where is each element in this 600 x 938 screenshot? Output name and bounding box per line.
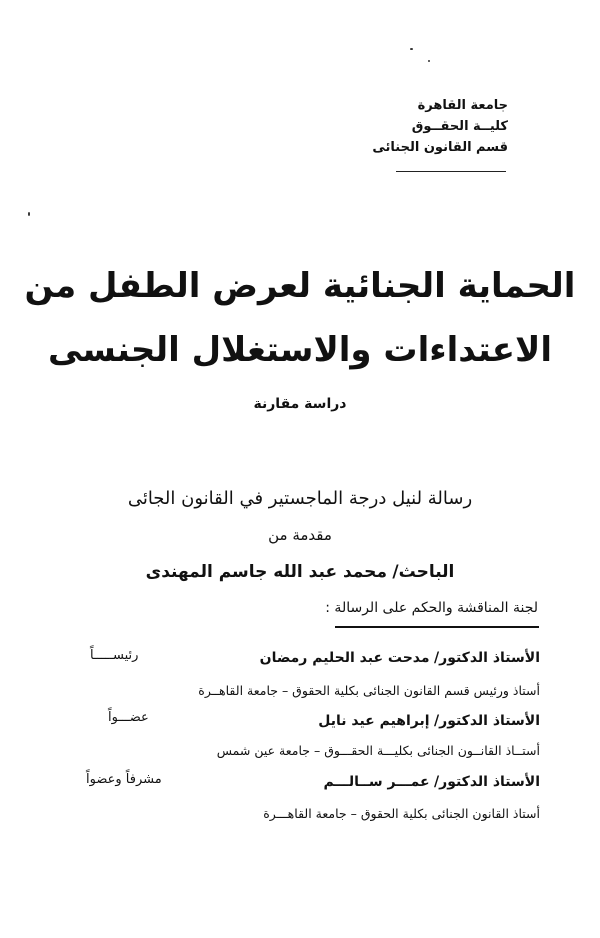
member-2-full-name: إبراهيم عيد نايل: [318, 713, 430, 729]
title-line-2: الاعتداءات والاستغلال الجنسى: [48, 330, 552, 370]
member-1-role: رئيســـــاً: [90, 648, 139, 663]
thesis-purpose: رسالة لنيل درجة الماجستير في القانون الجائى: [127, 488, 473, 509]
researcher-label: الباحث/: [392, 562, 455, 582]
presented-by: مقدمة من: [268, 526, 332, 544]
title-line-1: الحماية الجنائية لعرض الطفل من: [24, 266, 576, 306]
scan-speck: [428, 60, 430, 62]
researcher-name: محمد عبد الله جاسم المهندى: [145, 562, 387, 582]
subtitle: دراسة مقارنة: [253, 396, 347, 412]
member-2-description: أستــاذ القانــون الجنائى بكليـــة الحقـــوق – جامعة عين شمس: [216, 743, 540, 758]
member-2-role: عضـــواً: [108, 710, 149, 725]
member-1-description: أستاذ ورئيس قسم القانون الجنائى بكلية الحقوق – جامعة القاهــرة: [198, 683, 540, 698]
scan-speck: [28, 212, 30, 216]
member-1-name: [260, 650, 540, 666]
member-1-prefix: الأستاذ الدكتور/: [434, 650, 540, 666]
researcher: [0, 562, 600, 582]
member-3-name: [323, 774, 540, 790]
scan-speck: [410, 48, 413, 50]
member-1-full-name: مدحت عبد الحليم رمضان: [259, 650, 430, 666]
committee-underline: [335, 626, 539, 628]
member-3-full-name: عمـــر ســالـــم: [323, 774, 430, 790]
committee-label: لجنة المناقشة والحكم على الرسالة :: [325, 600, 538, 616]
member-3-role: مشرفاً وعضواً: [86, 772, 162, 787]
member-3-prefix: الأستاذ الدكتور/: [434, 774, 540, 790]
faculty-name: كليــة الحقــوق: [411, 119, 508, 134]
member-3-description: أستاذ القانون الجنائى بكلية الحقوق – جامعة القاهـــرة: [263, 806, 540, 821]
university-name: جامعة القاهرة: [417, 98, 508, 113]
member-2-prefix: الأستاذ الدكتور/: [434, 713, 540, 729]
header-divider: [396, 171, 506, 172]
department-name: قسم القانون الجنائى: [372, 140, 508, 155]
member-2-name: [318, 713, 540, 729]
